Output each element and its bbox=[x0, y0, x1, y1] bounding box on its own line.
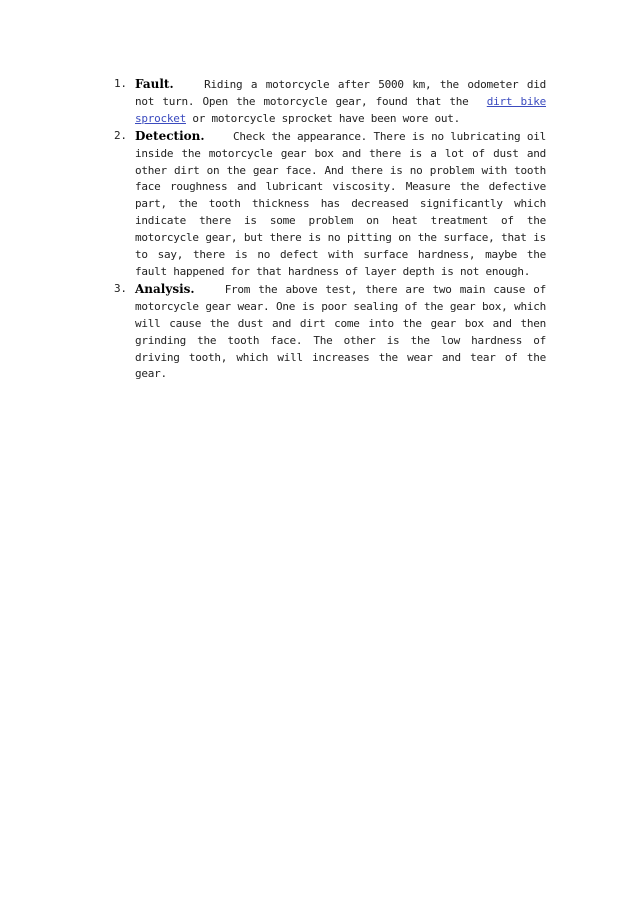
numbered-list bbox=[114, 76, 546, 383]
list-number: 1. bbox=[114, 77, 127, 90]
list-number: 2. bbox=[114, 128, 127, 142]
fault-text: Riding a motorcycle after 5000 km, the odometer did not turn. Open the motorcycle gear, found that the bbox=[135, 78, 546, 108]
list-item-fault bbox=[114, 76, 546, 128]
fault-heading: Fault. bbox=[135, 77, 174, 91]
analysis-text: From the above test, there are two main cause of motorcycle gear wear. One is poor sealing of the gear box, which will cause the dust and dirt come into the gear box and then grinding the tooth face. The other is the low hardness of driving tooth, which will increases the wear and tear of the gear. bbox=[135, 282, 546, 381]
detection-heading: Detection. bbox=[135, 128, 205, 143]
fault-text-continued: or motorcycle sprocket have been wore out. bbox=[192, 111, 461, 125]
detection-text: Check the appearance. There is no lubricating oil inside the motorcycle gear box and there is a lot of dust and other dirt on the gear face. And there is no problem with tooth face roughness and lubricant viscosity. Measure the defective part, the tooth thickness has decreased significantly which indicate there is some problem on heat treatment of the motorcycle gear, but there is no pitting on the surface, that is to say, there is no defect with surface hardness, maybe the fault happened for that hardness of layer depth is not enough. bbox=[135, 129, 546, 278]
list-item-detection bbox=[114, 128, 546, 281]
dirt-bike-sprocket-link[interactable]: dirt bike sprocket bbox=[135, 94, 546, 125]
list-number: 3. bbox=[114, 281, 127, 295]
analysis-heading: Analysis. bbox=[135, 281, 195, 296]
list-item-analysis bbox=[114, 281, 546, 383]
